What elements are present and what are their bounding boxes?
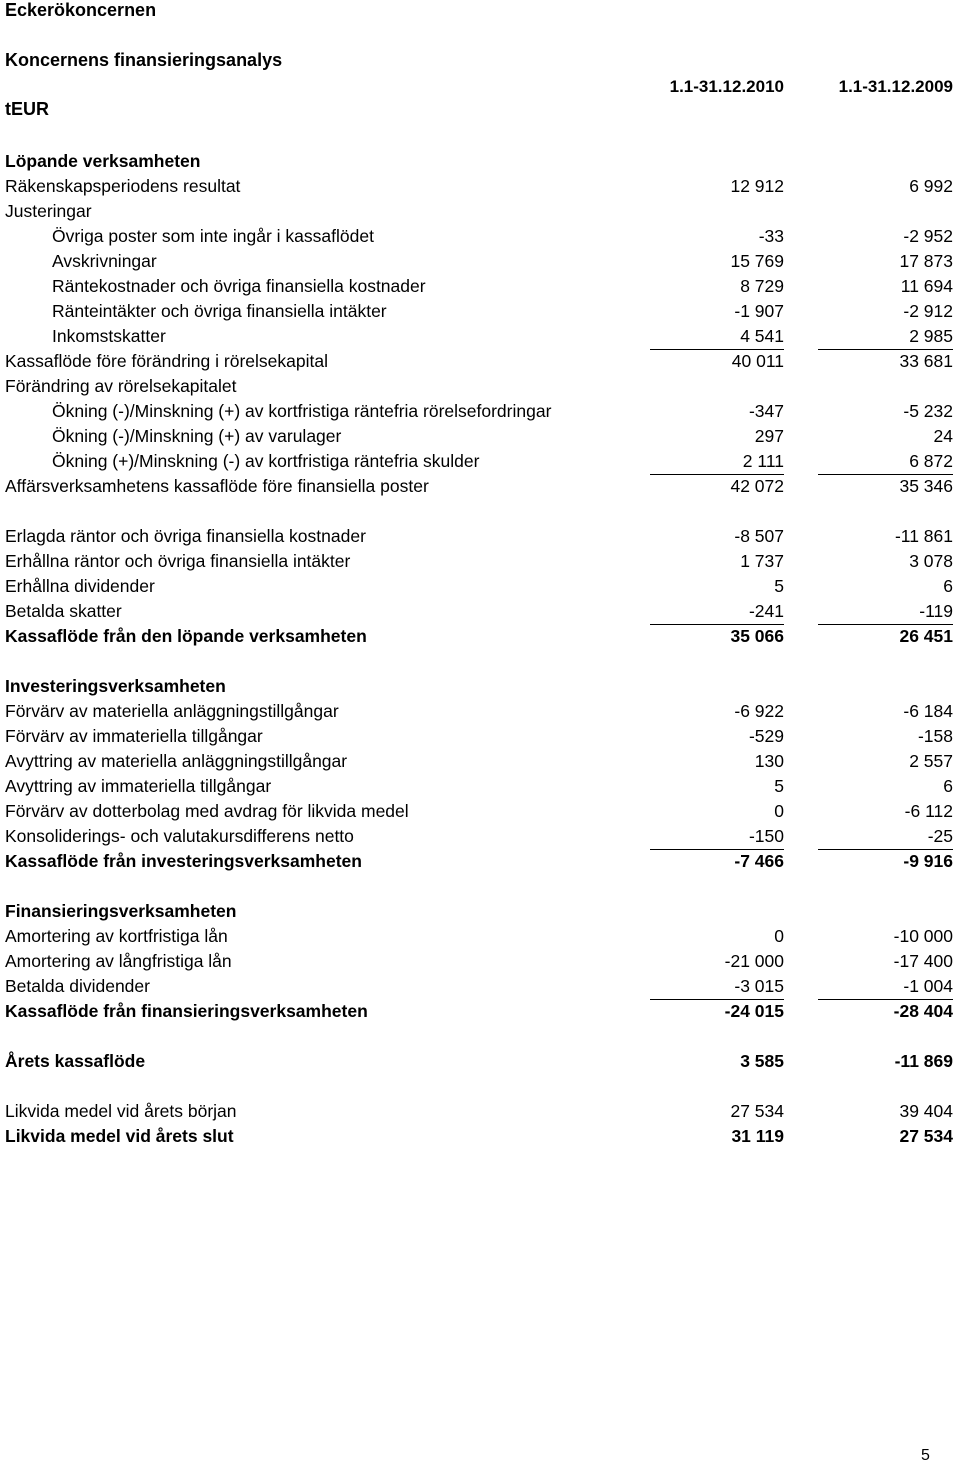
row-label: Kassaflöde från den löpande verksamheten: [5, 626, 367, 646]
value-2009: -25: [927, 826, 953, 846]
value-2009: 11 694: [900, 276, 953, 296]
value-2009: 3 078: [909, 551, 953, 571]
row-label: Likvida medel vid årets början: [5, 1101, 237, 1121]
value-2010: -21 000: [724, 951, 784, 971]
row-label: Räntekostnader och övriga finansiella kostnader: [52, 276, 426, 296]
value-2009: -10 000: [893, 926, 953, 946]
table-row: [0, 524, 960, 549]
row-label: Likvida medel vid årets slut: [5, 1126, 234, 1146]
value-2009: 35 346: [818, 474, 953, 498]
value-2010: 27 534: [730, 1101, 784, 1121]
spacer-row: [0, 874, 960, 899]
row-label: Erhållna dividender: [5, 576, 155, 596]
table-row: [0, 749, 960, 774]
table-row: [0, 849, 960, 874]
table-row: [0, 474, 960, 499]
table-row: [0, 774, 960, 799]
table-row: [0, 724, 960, 749]
table-row: [0, 974, 960, 999]
value-2009: 39 404: [899, 1101, 953, 1121]
value-2009: 24: [933, 426, 953, 446]
value-2009: -11 861: [894, 526, 953, 546]
row-label: Finansieringsverksamheten: [5, 901, 237, 921]
table-row: [0, 1049, 960, 1074]
value-2010: -6 922: [734, 701, 784, 721]
value-2009: 33 681: [818, 349, 953, 373]
value-2009: -119: [919, 601, 953, 621]
row-label: Förvärv av materiella anläggningstillgångar: [5, 701, 339, 721]
value-2009: -11 869: [894, 1051, 953, 1071]
row-label: Avyttring av materiella anläggningstillgångar: [5, 751, 348, 771]
value-2010: 4 541: [740, 326, 784, 346]
table-row: [0, 374, 960, 399]
cash-flow-table: [0, 149, 960, 1149]
row-label: Amortering av långfristiga lån: [5, 951, 232, 971]
row-label: Justeringar: [5, 201, 92, 221]
value-2010: -241: [748, 601, 784, 621]
row-label: Kassaflöde före förändring i rörelsekapital: [5, 351, 328, 371]
table-row: [0, 1124, 960, 1149]
value-2009: 2 985: [909, 326, 953, 346]
table-row: [0, 624, 960, 649]
company-name: Eckerökoncernen: [5, 0, 157, 20]
table-row: [0, 224, 960, 249]
value-2010: -347: [748, 401, 784, 421]
value-2010: -7 466: [650, 849, 784, 873]
row-label: Betalda dividender: [5, 976, 150, 996]
row-label: Affärsverksamhetens kassaflöde före finansiella poster: [5, 476, 429, 496]
unit-label: tEUR: [5, 99, 49, 119]
value-2010: 3 585: [740, 1051, 784, 1071]
table-row: [0, 249, 960, 274]
row-label: Förvärv av immateriella tillgångar: [5, 726, 263, 746]
column-header-2010: 1.1-31.12.2010: [669, 77, 784, 96]
value-2009: 6: [943, 776, 953, 796]
row-label: Ökning (+)/Minskning (-) av kortfristiga räntefria skulder: [52, 451, 480, 471]
table-row: [0, 274, 960, 299]
value-2009: 6 872: [909, 451, 953, 471]
value-2009: -2 912: [903, 301, 953, 321]
row-label: Inkomstskatter: [52, 326, 166, 346]
value-2010: 5: [774, 776, 784, 796]
value-2009: -6 184: [903, 701, 953, 721]
row-label: Avyttring av immateriella tillgångar: [5, 776, 272, 796]
document-title: Koncernens finansieringsanalys: [5, 50, 283, 70]
table-row: [0, 949, 960, 974]
value-2009: 17 873: [899, 251, 953, 271]
value-2009: -28 404: [818, 999, 953, 1023]
value-2010: 130: [754, 751, 784, 771]
value-2009: -17 400: [893, 951, 953, 971]
column-header-2009: 1.1-31.12.2009: [838, 77, 953, 96]
row-label: Ökning (-)/Minskning (+) av kortfristiga räntefria rörelsefordringar: [52, 401, 552, 421]
table-row: [0, 599, 960, 624]
table-row: [0, 824, 960, 849]
table-row: [0, 299, 960, 324]
row-label: Avskrivningar: [52, 251, 157, 271]
value-2010: -3 015: [734, 976, 784, 996]
row-label: Kassaflöde från finansieringsverksamheten: [5, 1001, 368, 1021]
row-label: Amortering av kortfristiga lån: [5, 926, 228, 946]
row-label: Kassaflöde från investeringsverksamheten: [5, 851, 362, 871]
row-label: Årets kassaflöde: [5, 1051, 146, 1071]
row-label: Ränteintäkter och övriga finansiella intäkter: [52, 301, 387, 321]
value-2009: 2 557: [909, 751, 953, 771]
spacer-row: [0, 649, 960, 674]
table-row: [0, 674, 960, 699]
value-2010: 1 737: [740, 551, 784, 571]
table-row: [0, 399, 960, 424]
row-label: Betalda skatter: [5, 601, 122, 621]
table-row: [0, 899, 960, 924]
table-row: [0, 324, 960, 349]
row-label: Erlagda räntor och övriga finansiella kostnader: [5, 526, 366, 546]
table-row: [0, 549, 960, 574]
value-2010: 5: [774, 576, 784, 596]
value-2009: -6 112: [904, 801, 953, 821]
table-row: [0, 424, 960, 449]
table-row: [0, 799, 960, 824]
value-2009: -158: [917, 726, 953, 746]
value-2010: 40 011: [650, 349, 784, 373]
table-row: [0, 199, 960, 224]
table-row: [0, 1099, 960, 1124]
row-label: Förvärv av dotterbolag med avdrag för likvida medel: [5, 801, 409, 821]
page-number: 5: [921, 1447, 930, 1464]
value-2010: 31 119: [731, 1126, 784, 1146]
table-row: [0, 149, 960, 174]
value-2010: 0: [774, 926, 784, 946]
value-2010: 35 066: [650, 624, 784, 648]
value-2010: -33: [758, 226, 784, 246]
value-2010: -8 507: [734, 526, 784, 546]
value-2009: -2 952: [903, 226, 953, 246]
value-2010: 42 072: [650, 474, 784, 498]
table-row: [0, 999, 960, 1024]
value-2010: -24 015: [650, 999, 784, 1023]
value-2010: 2 111: [742, 451, 784, 471]
value-2009: -1 004: [903, 976, 953, 996]
row-label: Förändring av rörelsekapitalet: [5, 376, 237, 396]
value-2010: -1 907: [734, 301, 784, 321]
row-label: Investeringsverksamheten: [5, 676, 226, 696]
value-2009: 6 992: [909, 176, 953, 196]
value-2010: 15 769: [730, 251, 784, 271]
row-label: Räkenskapsperiodens resultat: [5, 176, 241, 196]
value-2010: 297: [754, 426, 784, 446]
value-2009: 27 534: [899, 1126, 953, 1146]
table-row: [0, 349, 960, 374]
row-label: Ökning (-)/Minskning (+) av varulager: [52, 426, 342, 446]
value-2010: 8 729: [740, 276, 784, 296]
table-row: [0, 699, 960, 724]
spacer-row: [0, 499, 960, 524]
spacer-row: [0, 1074, 960, 1099]
table-row: [0, 924, 960, 949]
row-label: Konsoliderings- och valutakursdifferens netto: [5, 826, 354, 846]
value-2009: -9 916: [818, 849, 953, 873]
value-2010: -529: [748, 726, 784, 746]
value-2010: -150: [748, 826, 784, 846]
value-2010: 12 912: [730, 176, 784, 196]
row-label: Övriga poster som inte ingår i kassaflödet: [52, 226, 374, 246]
value-2010: 0: [774, 801, 784, 821]
table-row: [0, 449, 960, 474]
row-label: Löpande verksamheten: [5, 151, 201, 171]
row-label: Erhållna räntor och övriga finansiella intäkter: [5, 551, 351, 571]
spacer-row: [0, 1024, 960, 1049]
value-2009: -5 232: [903, 401, 953, 421]
value-2009: 26 451: [818, 624, 953, 648]
value-2009: 6: [943, 576, 953, 596]
table-row: [0, 174, 960, 199]
table-row: [0, 574, 960, 599]
